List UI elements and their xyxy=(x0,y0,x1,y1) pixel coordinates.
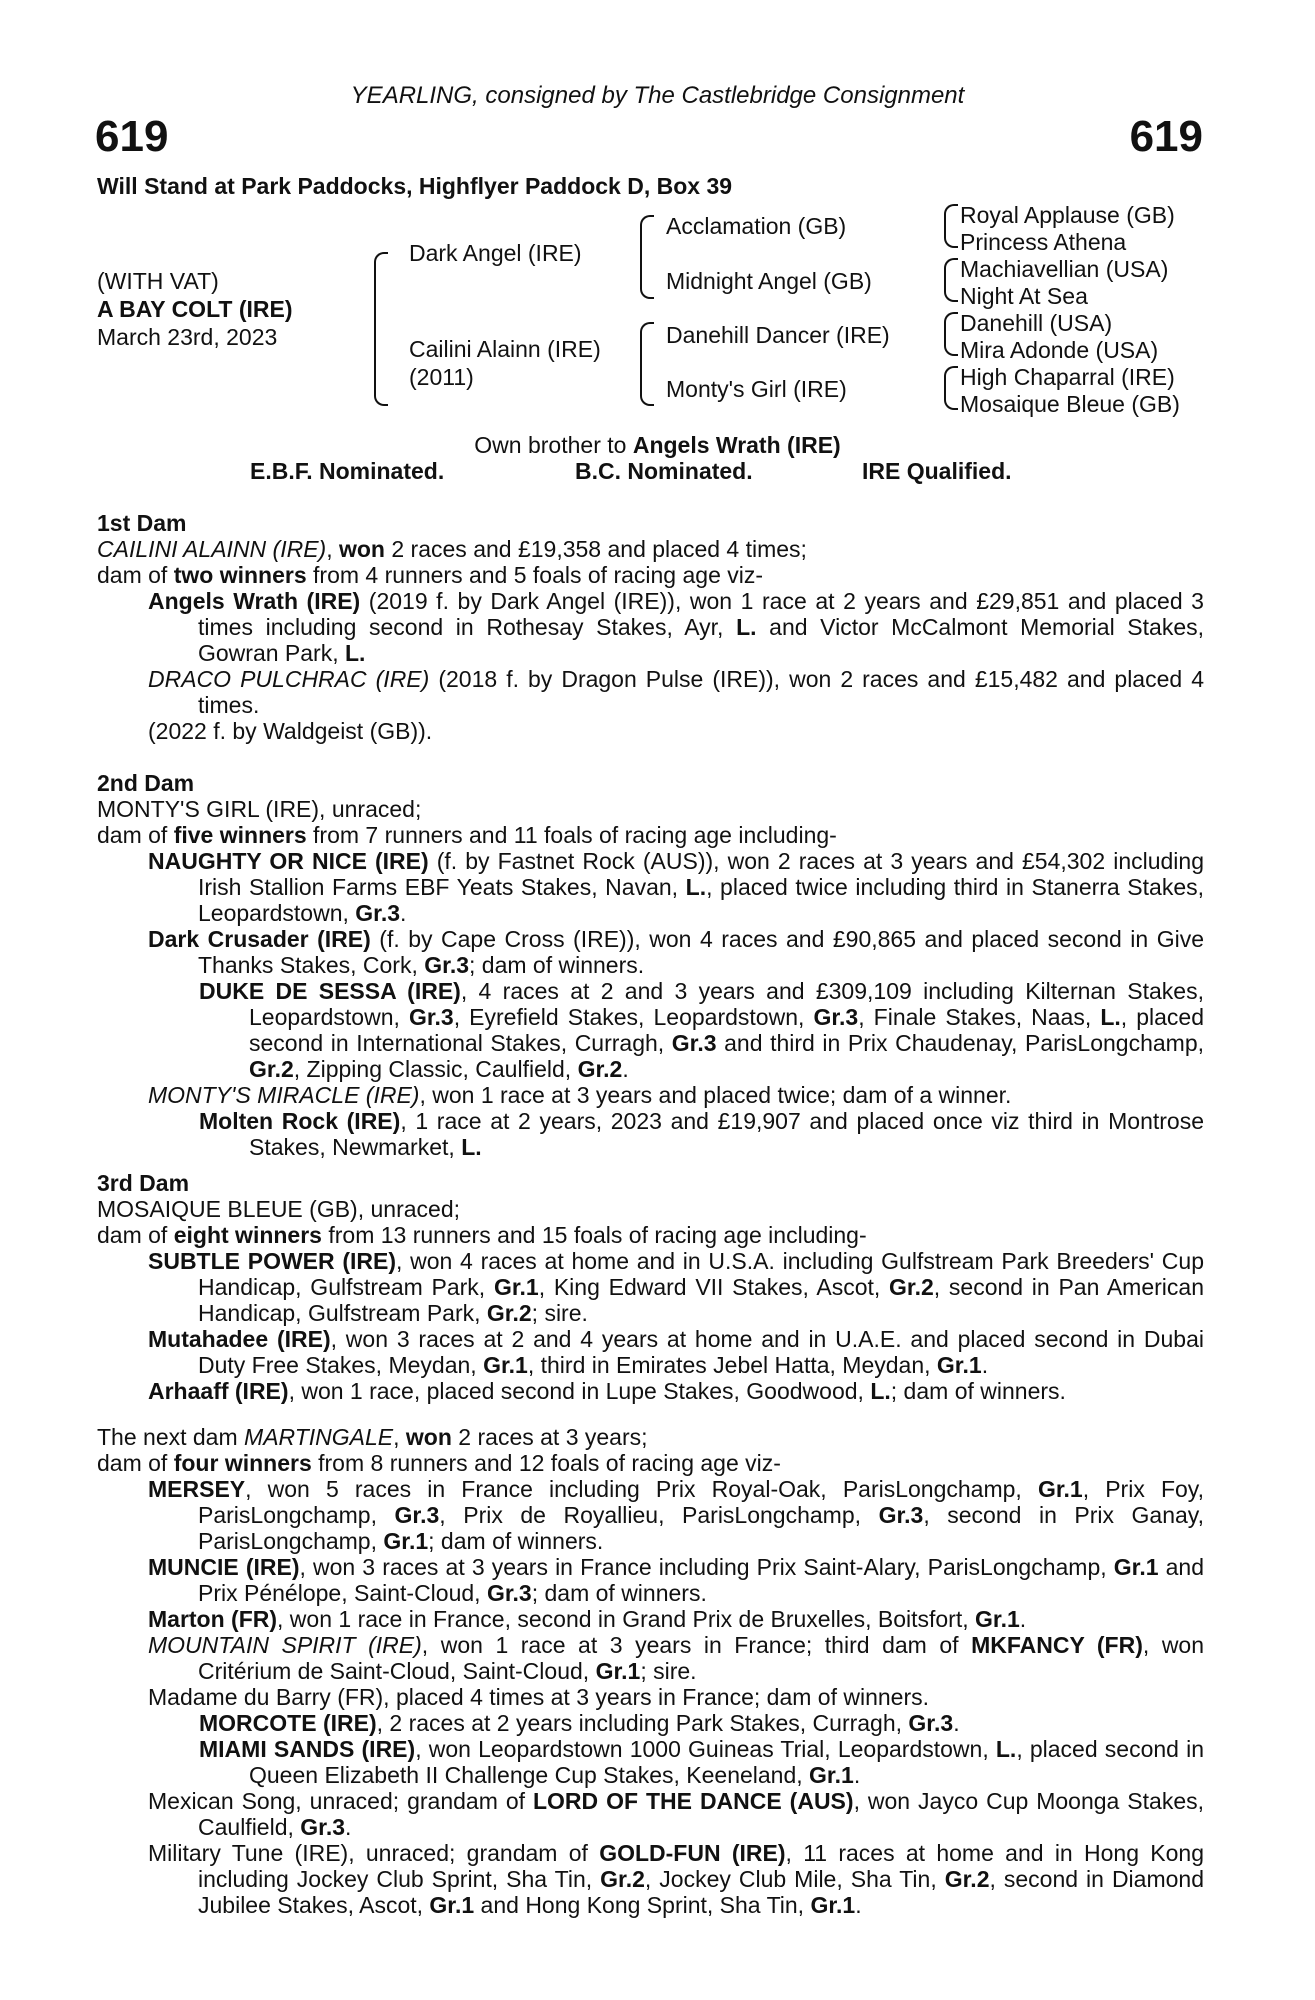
produce-entry: Angels Wrath (IRE) (2019 f. by Dark Angel (IRE)), won 1 race at 2 years and £29,851 and placed 3 times including second in Rothesay Stakes, Ayr, L. and Victor McCalmont Memorial Stakes, Gowran Park, L. xyxy=(148,588,1205,666)
pedigree-gg2: Princess Athena xyxy=(960,229,1127,255)
pedigree-brace-g3 xyxy=(944,312,958,356)
pedigree-gg5: Danehill (USA) xyxy=(960,310,1113,336)
produce-entry: DRACO PULCHRAC (IRE) (2018 f. by Dragon Pulse (IRE)), won 2 races and £15,482 and placed 4 times. xyxy=(148,666,1204,718)
produce-entry: MOUNTAIN SPIRIT (IRE), won 1 race at 3 years in France; third dam of MKFANCY (FR), won Critérium de Saint-Cloud, Saint-Cloud, Gr.1; sire. xyxy=(148,1632,1205,1684)
produce-entry: SUBTLE POWER (IRE), won 4 races at home and in U.S.A. including Gulfstream Park Breeders' Cup Handicap, Gulfstream Park, Gr.1, King Edward VII Stakes, Ascot, Gr.2, second in Pan American Handicap, Gulfstream Park, Gr.2; sire. xyxy=(148,1248,1204,1326)
pedigree-brace-dam xyxy=(640,322,654,406)
produce-entry: Madame du Barry (FR), placed 4 times at 3 years in France; dam of winners. xyxy=(148,1684,930,1710)
ire-qualified: IRE Qualified. xyxy=(862,458,1012,484)
produce-entry: Mutahadee (IRE), won 3 races at 2 and 4 years at home and in U.A.E. and placed second in Dubai Duty Free Stakes, Meydan, Gr.1, third in Emirates Jebel Hatta, Meydan, Gr.1. xyxy=(148,1326,1204,1378)
third-dam-line: MOSAIQUE BLEUE (GB), unraced; xyxy=(97,1196,461,1222)
pedigree-dam-sire: Danehill Dancer (IRE) xyxy=(666,322,890,348)
pedigree-gg3: Machiavellian (USA) xyxy=(960,256,1169,282)
vat-label: (WITH VAT) xyxy=(97,268,219,294)
stand-location: Will Stand at Park Paddocks, Highflyer Paddock D, Box 39 xyxy=(97,173,733,199)
produce-entry: DUKE DE SESSA (IRE), 4 races at 2 and 3 years and £309,109 including Kilternan Stakes, Leopardstown, Gr.3, Eyrefield Stakes, Leopardstown, Gr.3, Finale Stakes, Naas, L., placed second in International Stakes, Curragh, Gr.3 and third in Prix Chaudenay, ParisLongchamp, Gr.2, Zipping Classic, Caulfield, Gr.2. xyxy=(199,978,1205,1082)
first-dam-line: CAILINI ALAINN (IRE), won 2 races and £19,358 and placed 4 times; xyxy=(97,536,807,562)
produce-entry: Military Tune (IRE), unraced; grandam of GOLD-FUN (IRE), 11 races at home and in Hong Kong including Jockey Club Sprint, Sha Tin, Gr.2, Jockey Club Mile, Sha Tin, Gr.2, second in Diamond Jubilee Stakes, Ascot, Gr.1 and Hong Kong Sprint, Sha Tin, Gr.1. xyxy=(148,1840,1204,1918)
lot-number-right: 619 xyxy=(1129,112,1203,161)
second-dam-section xyxy=(97,770,1204,1160)
pedigree-gg4: Night At Sea xyxy=(960,283,1088,309)
pedigree-gg6: Mira Adonde (USA) xyxy=(960,337,1159,363)
brother-note: Own brother to Angels Wrath (IRE) xyxy=(474,432,841,458)
bc-nominated: B.C. Nominated. xyxy=(575,458,753,484)
third-dam-produce: dam of eight winners from 13 runners and 15 foals of racing age including- xyxy=(97,1222,867,1248)
next-dam-produce: dam of four winners from 8 runners and 12 foals of racing age viz- xyxy=(97,1450,781,1476)
pedigree-brace-g1 xyxy=(944,204,958,248)
produce-entry: Dark Crusader (IRE) (f. by Cape Cross (IRE)), won 4 races and £90,865 and placed second in Give Thanks Stakes, Cork, Gr.3; dam of winners. xyxy=(148,926,1204,978)
produce-entry: Molten Rock (IRE), 1 race at 2 years, 2023 and £19,907 and placed once viz third in Montrose Stakes, Newmarket, L. xyxy=(199,1108,1204,1160)
pedigree-brace-g2 xyxy=(944,258,958,302)
consignment-line: YEARLING, consigned by The Castlebridge Consignment xyxy=(350,82,965,109)
pedigree-gg8: Mosaique Bleue (GB) xyxy=(960,391,1180,417)
pedigree-gg7: High Chaparral (IRE) xyxy=(960,364,1175,390)
produce-entry: Marton (FR), won 1 race in France, second in Grand Prix de Bruxelles, Boitsfort, Gr.1. xyxy=(148,1606,1027,1632)
horse-name: A BAY COLT (IRE) xyxy=(97,296,293,322)
lot-number-left: 619 xyxy=(95,112,169,161)
pedigree-brace-parents xyxy=(374,252,388,406)
pedigree-brace-sire xyxy=(640,215,654,299)
pedigree-sire-dam: Midnight Angel (GB) xyxy=(666,268,872,294)
third-dam-section xyxy=(97,1170,1204,1404)
first-dam-produce: dam of two winners from 4 runners and 5 foals of racing age viz- xyxy=(97,562,764,588)
produce-entry: MERSEY, won 5 races in France including Prix Royal-Oak, ParisLongchamp, Gr.1, Prix Foy, ParisLongchamp, Gr.3, Prix de Royallieu, ParisLongchamp, Gr.3, second in Prix Ganay, ParisLongchamp, Gr.1; dam of winners. xyxy=(148,1476,1204,1554)
produce-entry: Mexican Song, unraced; grandam of LORD OF THE DANCE (AUS), won Jayco Cup Moonga Stakes, Caulfield, Gr.3. xyxy=(148,1788,1204,1840)
pedigree-dam: Cailini Alainn (IRE) xyxy=(409,336,601,362)
foaling-date: March 23rd, 2023 xyxy=(97,324,278,350)
first-dam-heading: 1st Dam xyxy=(97,510,187,536)
pedigree-dam-dam: Monty's Girl (IRE) xyxy=(666,376,847,402)
produce-entry: MIAMI SANDS (IRE), won Leopardstown 1000 Guineas Trial, Leopardstown, L., placed second in Queen Elizabeth II Challenge Cup Stakes, Keeneland, Gr.1. xyxy=(199,1736,1205,1788)
second-dam-line: MONTY'S GIRL (IRE), unraced; xyxy=(97,796,422,822)
ebf-nominated: E.B.F. Nominated. xyxy=(250,458,445,484)
pedigree-dam-year: (2011) xyxy=(409,364,474,390)
produce-entry: MONTY'S MIRACLE (IRE), won 1 race at 3 years and placed twice; dam of a winner. xyxy=(148,1082,1012,1108)
produce-entry: MUNCIE (IRE), won 3 races at 3 years in France including Prix Saint-Alary, ParisLongchamp, Gr.1 and Prix Pénélope, Saint-Cloud, Gr.3; dam of winners. xyxy=(148,1554,1204,1606)
pedigree-sire: Dark Angel (IRE) xyxy=(409,240,582,266)
produce-entry: MORCOTE (IRE), 2 races at 2 years including Park Stakes, Curragh, Gr.3. xyxy=(199,1710,960,1736)
pedigree-brace-g4 xyxy=(944,366,958,410)
produce-entry: (2022 f. by Waldgeist (GB)). xyxy=(148,718,433,744)
second-dam-heading: 2nd Dam xyxy=(97,770,195,796)
produce-entry: NAUGHTY OR NICE (IRE) (f. by Fastnet Rock (AUS)), won 2 races at 3 years and £54,302 including Irish Stallion Farms EBF Yeats Stakes, Navan, L., placed twice including third in Stanerra Stakes, Leopardstown, Gr.3. xyxy=(148,848,1204,926)
next-dam-section xyxy=(97,1424,1204,1918)
second-dam-produce: dam of five winners from 7 runners and 11 foals of racing age including- xyxy=(97,822,837,848)
pedigree-gg1: Royal Applause (GB) xyxy=(960,202,1175,228)
third-dam-heading: 3rd Dam xyxy=(97,1170,190,1196)
pedigree-sire-sire: Acclamation (GB) xyxy=(666,213,847,239)
produce-entry: Arhaaff (IRE), won 1 race, placed second in Lupe Stakes, Goodwood, L.; dam of winners. xyxy=(148,1378,1066,1404)
first-dam-section xyxy=(97,510,1204,744)
next-dam-line: The next dam MARTINGALE, won 2 races at 3 years; xyxy=(97,1424,648,1450)
